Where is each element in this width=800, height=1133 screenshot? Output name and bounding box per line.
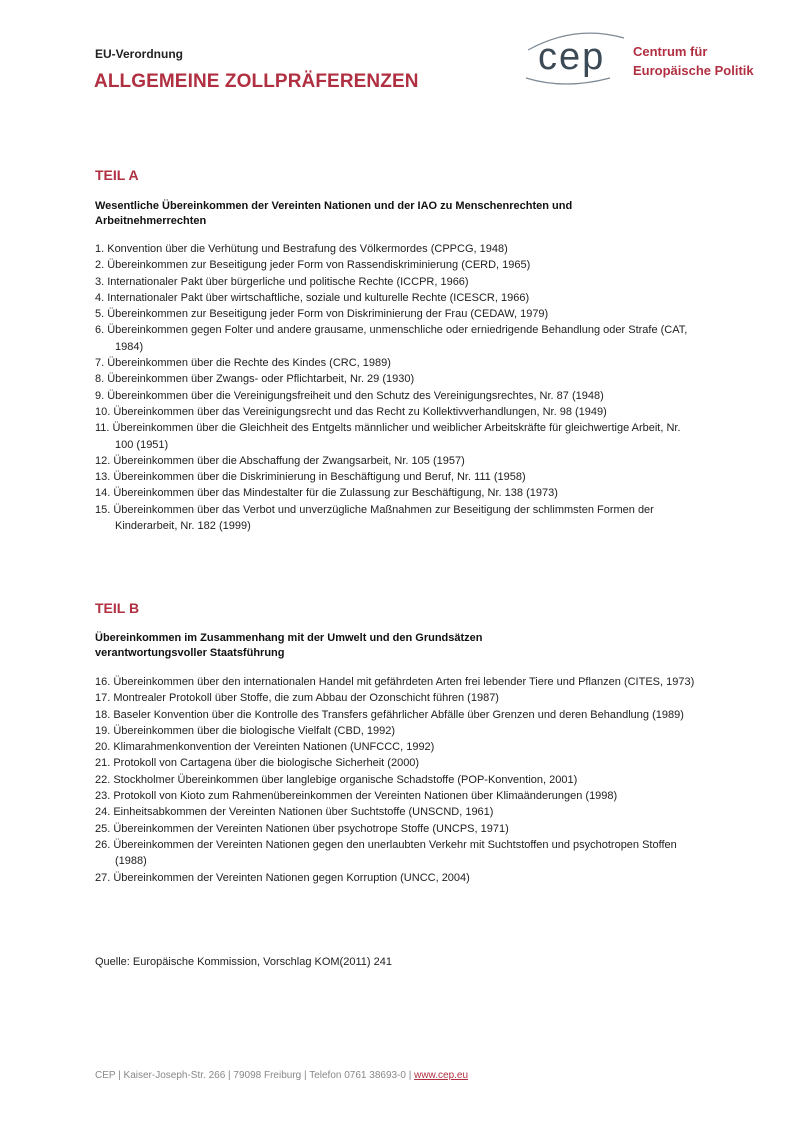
list-item: 21. Protokoll von Cartagena über die biologische Sicherheit (2000) [95, 757, 420, 770]
logo-name-line2: Europäische Politik [633, 63, 754, 78]
list-item: 24. Einheitsabkommen der Vereinten Nationen über Suchtstoffe (UNSCND, 1961) [95, 806, 494, 819]
list-item: 8. Übereinkommen über Zwangs- oder Pflichtarbeit, Nr. 29 (1930) [95, 373, 415, 386]
logo-name [633, 42, 754, 80]
section-a-subheading: Wesentliche Übereinkommen der Vereinten Nationen und der IAO zu Menschenrechten und Arbeitnehmerrechten [95, 200, 573, 227]
list-item: 25. Übereinkommen der Vereinten Nationen über psychotrope Stoffe (UNCPS, 1971) [95, 822, 509, 835]
list-item: 5. Übereinkommen zur Beseitigung jeder Form von Diskriminierung der Frau (CEDAW, 1979) [95, 308, 549, 321]
section-b-subheading-line1: Übereinkommen im Zusammenhang mit der Umwelt und den Grundsätzen [95, 632, 483, 644]
section-b-subheading [95, 631, 695, 661]
list-item: 18. Baseler Konvention über die Kontrolle des Transfers gefährlicher Abfälle über Grenzen und deren Behandlung (1989) [95, 708, 684, 721]
list-item: 20. Klimarahmenkonvention der Vereinten Nationen (UNFCCC, 1992) [95, 741, 435, 754]
list-item: 26. Übereinkommen der Vereinten Nationen gegen den unerlaubten Verkehr mit Suchtstoffen und psychotropen Stoffen (1988) [95, 838, 677, 868]
section-b-subheading-line2: verantwortungsvoller Staatsführung [95, 647, 285, 659]
document-type: EU-Verordnung [95, 47, 184, 61]
document-title: ALLGEMEINE ZOLLPRÄFERENZEN [94, 71, 419, 92]
logo-name-line1: Centrum für [633, 44, 708, 59]
section-a-heading: TEIL A [95, 167, 139, 183]
list-item: 17. Montrealer Protokoll über Stoffe, die zum Abbau der Ozonschicht führen (1987) [95, 692, 499, 705]
source-note: Quelle: Europäische Kommission, Vorschlag KOM(2011) 241 [95, 956, 392, 968]
list-item: 14. Übereinkommen über das Mindestalter für die Zulassung zur Beschäftigung, Nr. 138 (1973) [95, 487, 558, 500]
list-item: 3. Internationaler Pakt über bürgerliche und politische Rechte (ICCPR, 1966) [95, 275, 469, 288]
list-item: 12. Übereinkommen über die Abschaffung der Zwangsarbeit, Nr. 105 (1957) [95, 454, 465, 467]
list-item: 27. Übereinkommen der Vereinten Nationen gegen Korruption (UNCC, 2004) [95, 871, 470, 884]
list-item: 9. Übereinkommen über die Vereinigungsfreiheit und den Schutz des Vereinigungsrechtes, Nr. 87 (1948) [95, 389, 604, 402]
list-item: 13. Übereinkommen über die Diskriminierung in Beschäftigung und Beruf, Nr. 111 (1958) [95, 471, 526, 484]
footer [95, 1070, 468, 1081]
list-item: 7. Übereinkommen über die Rechte des Kindes (CRC, 1989) [95, 357, 391, 370]
section-b-list [95, 674, 695, 886]
list-item: 1. Konvention über die Verhütung und Bestrafung des Völkermordes (CPPCG, 1948) [95, 243, 508, 255]
list-item: 10. Übereinkommen über das Vereinigungsrecht und das Recht zu Kollektivverhandlungen, Nr. 98 (1949) [95, 405, 607, 418]
list-item: 15. Übereinkommen über das Verbot und unverzügliche Maßnahmen zur Beseitigung der schlimmsten Formen der Kinderarbeit, Nr. 182 (1999) [95, 503, 654, 533]
section-a-list [95, 241, 695, 534]
list-item: 11. Übereinkommen über die Gleichheit des Entgelts männlicher und weiblicher Arbeitskräfte für gleichwertige Arbeit, Nr. 100 (1951) [95, 422, 681, 451]
section-b-heading: TEIL B [95, 600, 140, 616]
logo-word: cep [538, 36, 606, 78]
list-item: 4. Internationaler Pakt über wirtschaftliche, soziale und kulturelle Rechte (ICESCR, 1966) [95, 291, 530, 304]
list-item: 19. Übereinkommen über die biologische Vielfalt (CBD, 1992) [95, 724, 396, 737]
list-item: 16. Übereinkommen über den internationalen Handel mit gefährdeten Arten frei lebender Tiere und Pflanzen (CITES, 1973) [95, 676, 695, 688]
list-item: 6. Übereinkommen gegen Folter und andere grausame, unmenschliche oder erniedrigende Behandlung oder Strafe (CAT, 1984) [95, 324, 688, 353]
list-item: 22. Stockholmer Übereinkommen über langlebige organische Schadstoffe (POP-Konvention, 2001) [95, 773, 578, 786]
list-item: 2. Übereinkommen zur Beseitigung jeder Form von Rassendiskriminierung (CERD, 1965) [95, 259, 531, 272]
cep-logo [520, 28, 770, 88]
list-item: 23. Protokoll von Kioto zum Rahmenübereinkommen der Vereinten Nationen über Klimaänderungen (1998) [95, 790, 618, 803]
footer-link[interactable]: www.cep.eu [414, 1070, 469, 1081]
footer-address: CEP | Kaiser-Joseph-Str. 266 | 79098 Freiburg | Telefon 0761 38693-0 | [95, 1070, 415, 1081]
